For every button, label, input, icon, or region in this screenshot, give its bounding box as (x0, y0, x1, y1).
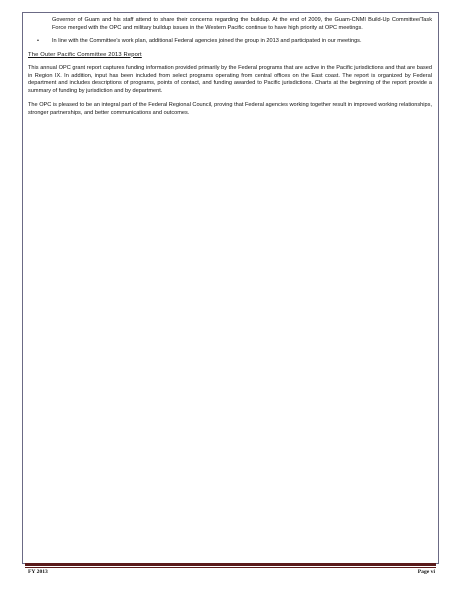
page-content (28, 17, 432, 117)
bullet-text: In line with the Committee's work plan, additional Federal agencies joined the group in 2013 and participated in our meetings. (52, 38, 362, 44)
bullet-icon: • (37, 38, 39, 44)
section-heading: The Outer Pacific Committee 2013 Report (28, 51, 142, 58)
footer-divider-thin (25, 567, 436, 568)
continuation-paragraph: Governor of Guam and his staff attend to share their concerns regarding the buildup. At the end of 2009, the Guam-CNMI Build-Up Committee/Task Force merged with the OPC and military buildup issues in the Western Pacific continue to have high priority at OPC meetings. (52, 17, 432, 31)
footer-divider (25, 563, 436, 566)
bullet-list-item (37, 38, 432, 46)
footer-fiscal-year: FY 2013 (28, 569, 48, 575)
report-paragraph: This annual OPC grant report captures funding information provided primarily by the Federal programs that are active in the Pacific jurisdictions and that are based in Region IX. In addition, input has been included from select programs operating from central offices on the East coast. The report is organized by Federal department and includes descriptions of programs, points of contact, and funding awarded to Pacific jurisdictions. Charts at the beginning of the report provide a summary of funding by jurisdiction and by department. (28, 65, 432, 94)
footer-page-number: Page vi (417, 569, 435, 575)
frc-paragraph: The OPC is pleased to be an integral part of the Federal Regional Council, proving that Federal agencies working together result in improved working relationships, stronger partnerships, and better communications and outcomes. (28, 102, 432, 116)
